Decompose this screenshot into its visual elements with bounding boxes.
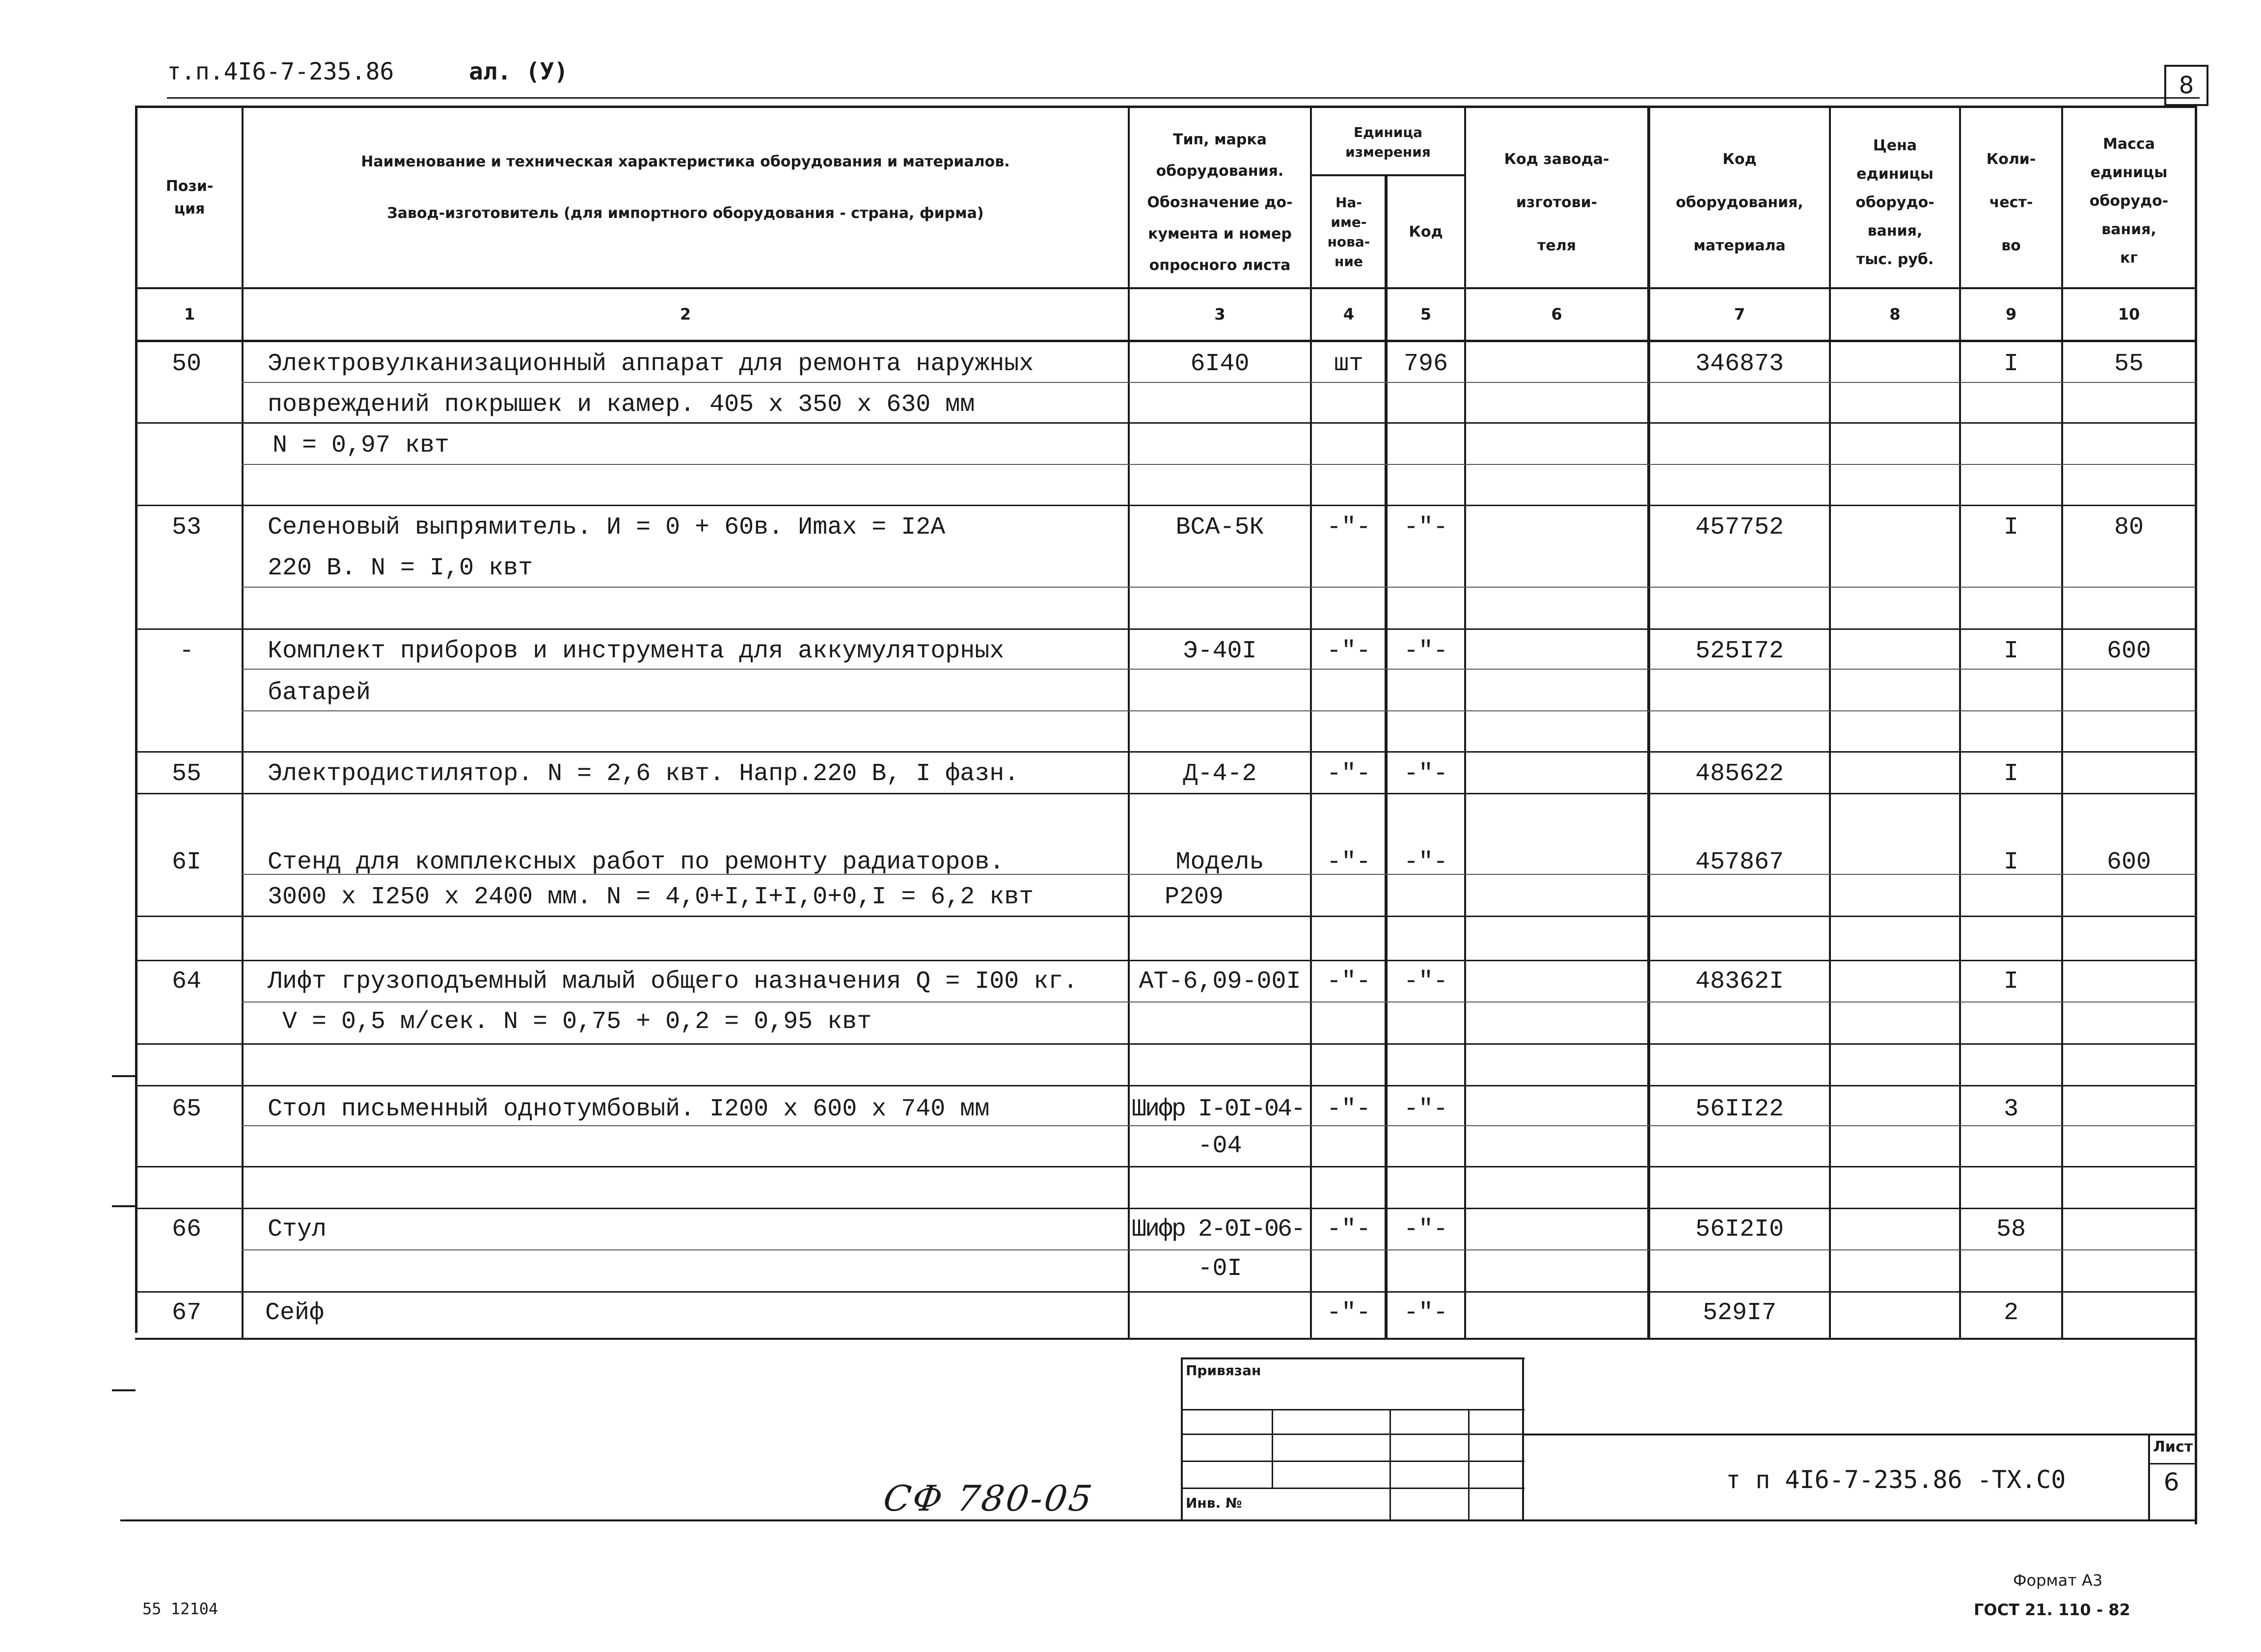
row-name: Лифт грузоподъемный малый общего назначения Q = I00 кг. (268, 968, 1078, 996)
row-equipment-code: 485622 (1695, 760, 1784, 788)
row-type: АТ-6,09-00I (1139, 968, 1301, 996)
header-price: Цена единицы оборудо- вания, тыс. руб. (1855, 136, 1934, 268)
colnum-7: 7 (1734, 305, 1745, 324)
row-position: 6I (171, 848, 201, 876)
row-unit: -"- (1326, 1299, 1371, 1327)
row-mass: 600 (2106, 848, 2151, 876)
row-equipment-code: 457752 (1695, 514, 1784, 542)
row-type-continued: -0I (1198, 1255, 1242, 1283)
row-quantity: I (2003, 968, 2018, 996)
page-box-number: 8 (2179, 72, 2194, 99)
row-unit: -"- (1326, 514, 1371, 542)
row-type: 6I40 (1190, 350, 1250, 378)
row-position: 55 (171, 760, 201, 788)
header-mass: Масса единицы оборудо- вания, кг (2089, 135, 2169, 267)
header-unit-group: Единица измерения (1345, 124, 1431, 160)
top-rule (167, 97, 2200, 99)
row-quantity: I (2003, 514, 2018, 542)
row-name: Комплект приборов и инструмента для аккумуляторных (268, 637, 1005, 665)
row-unit: -"- (1326, 637, 1371, 665)
row-name-continued: 220 В. N = I,0 квт (268, 554, 533, 582)
row-position: - (179, 637, 194, 665)
row-type: Шифр I-0I-04- (1132, 1095, 1305, 1123)
row-quantity: I (2003, 350, 2018, 378)
row-type: Шифр 2-0I-06- (1132, 1216, 1305, 1244)
paper-format: Формат А3 (2013, 1571, 2103, 1590)
colnum-1: 1 (184, 305, 195, 324)
row-quantity: 2 (2003, 1299, 2018, 1327)
sheet-label: Лист (2153, 1438, 2193, 1456)
row-name: Стул (268, 1216, 327, 1244)
row-position: 64 (171, 968, 201, 996)
header-unit-name: На- име- нова- ние (1327, 194, 1370, 270)
header-name-line2: Завод-изготовитель (для импортного оборудования - страна, фирма) (387, 205, 984, 222)
row-quantity: I (2003, 637, 2018, 665)
header-name-line1: Наименование и техническая характеристика оборудования и материалов. (361, 153, 1010, 170)
row-name-continued: повреждений покрышек и камер. 405 х 350 х 630 мм (268, 391, 975, 419)
colnum-10: 10 (2118, 305, 2140, 324)
row-equipment-code: 529I7 (1702, 1299, 1777, 1327)
document-designation: т п 4I6-7-235.86 -ТХ.С0 (1726, 1465, 2066, 1494)
header-unit-code: Код (1409, 223, 1443, 241)
row-type-continued: -04 (1198, 1132, 1242, 1160)
row-quantity: 58 (1996, 1216, 2026, 1244)
header-equipment-code: Код оборудования, материала (1676, 150, 1803, 254)
row-unit-code: 796 (1403, 350, 1448, 378)
sheet-number: 6 (2163, 1468, 2179, 1496)
row-unit-code: -"- (1403, 968, 1448, 996)
row-equipment-code: 56I2I0 (1695, 1216, 1784, 1244)
row-unit-code: -"- (1403, 1095, 1448, 1123)
row-type: Д-4-2 (1183, 760, 1257, 788)
row-position: 50 (171, 350, 201, 378)
page-box (2164, 65, 2208, 106)
row-unit: шт (1334, 350, 1363, 378)
row-unit: -"- (1326, 848, 1371, 876)
row-name: Стенд для комплексных работ по ремонту радиаторов. (268, 848, 1005, 876)
row-equipment-code: 56II22 (1695, 1095, 1784, 1123)
row-quantity: I (2003, 848, 2018, 876)
row-name-continued: V = 0,5 м/сек. N = 0,75 + 0,2 = 0,95 квт (282, 1008, 872, 1036)
row-position: 67 (171, 1299, 201, 1327)
colnum-6: 6 (1551, 305, 1562, 324)
row-unit-code: -"- (1403, 1216, 1448, 1244)
row-equipment-code: 457867 (1695, 848, 1784, 876)
row-unit: -"- (1326, 1095, 1371, 1123)
row-position: 66 (171, 1216, 201, 1244)
row-type-continued: Р209 (1165, 883, 1224, 911)
row-unit-code: -"- (1403, 760, 1448, 788)
row-mass: 600 (2106, 637, 2151, 665)
row-type: Модель (1175, 848, 1264, 876)
row-mass: 80 (2114, 514, 2144, 542)
row-quantity: 3 (2003, 1095, 2018, 1123)
row-equipment-code: 48362I (1695, 968, 1784, 996)
row-position: 53 (171, 514, 201, 542)
inventory-number-label: Инв. № (1186, 1495, 1242, 1511)
header-position: Пози- ция (165, 177, 214, 217)
row-name: Сейф (265, 1299, 325, 1327)
footer-left-code: 55 12104 (142, 1599, 218, 1618)
standard-reference: ГОСТ 21. 110 - 82 (1974, 1600, 2130, 1619)
header-quantity: Коли- чест- во (1986, 150, 2036, 254)
row-unit: -"- (1326, 968, 1371, 996)
row-name: Стол письменный однотумбовый. I200 х 600 х 740 мм (268, 1095, 990, 1123)
row-type: Э-40I (1183, 637, 1257, 665)
colnum-4: 4 (1343, 305, 1355, 324)
row-unit-code: -"- (1403, 1299, 1448, 1327)
row-name: Электровулканизационный аппарат для ремонта наружных (268, 350, 1034, 378)
colnum-9: 9 (2005, 305, 2017, 324)
colnum-3: 3 (1214, 305, 1226, 324)
linked-label: Привязан (1186, 1362, 1261, 1379)
row-name-continued: N = 0,97 квт (272, 432, 450, 460)
row-type: ВСА-5К (1175, 514, 1264, 542)
row-equipment-code: 525I72 (1695, 637, 1784, 665)
header-type: Тип, марка оборудования. Обозначение до- кумента и номер опросного листа (1147, 131, 1293, 274)
colnum-5: 5 (1420, 305, 1432, 324)
colnum-2: 2 (680, 305, 691, 324)
row-unit: -"- (1326, 1216, 1371, 1244)
row-name-continued: 3000 х I250 х 2400 мм. N = 4,0+I,I+I,0+0,I = 6,2 квт (268, 883, 1034, 911)
header-plant-code: Код завода- изготови- теля (1504, 150, 1609, 254)
row-position: 65 (171, 1095, 201, 1123)
album-label: ал. (У) (469, 58, 569, 85)
row-name-continued: батарей (268, 679, 371, 707)
row-unit-code: -"- (1403, 848, 1448, 876)
row-unit-code: -"- (1403, 514, 1448, 542)
row-name: Селеновый выпрямитель. И = 0 + 60в. Иmax = I2А (268, 514, 946, 542)
handwritten-note: СФ 780-05 (881, 1478, 1097, 1519)
row-name: Электродистилятор. N = 2,6 квт. Напр.220 В, I фазн. (268, 760, 1019, 788)
row-unit: -"- (1326, 760, 1371, 788)
row-equipment-code: 346873 (1695, 350, 1784, 378)
colnum-8: 8 (1889, 305, 1901, 324)
row-unit-code: -"- (1403, 637, 1448, 665)
row-mass: 55 (2114, 350, 2144, 378)
row-quantity: I (2003, 760, 2018, 788)
document-number: т.п.4I6-7-235.86 (167, 58, 394, 85)
